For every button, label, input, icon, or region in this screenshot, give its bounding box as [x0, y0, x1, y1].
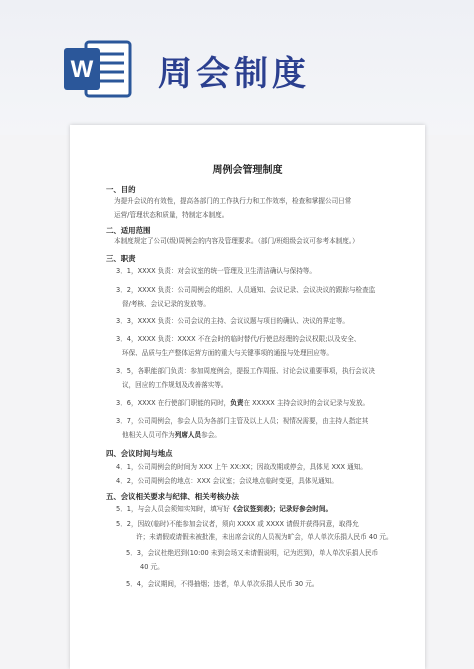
- list-item: 督/考核、会议记录的发放等。: [122, 300, 210, 308]
- list-item: 3．7，公司周例会，参会人员为各部门主管及以上人员；视情况需要，由主持人指定其: [116, 417, 369, 425]
- list-item: 环保、品质与生产整体运营方面的重大与关键事项的通报与处理回应等。: [122, 349, 333, 357]
- list-item: 3．1，XXXX 负责：对会议室的统一管理及卫生清洁确认与保持等。: [116, 267, 316, 275]
- word-logo-letter: W: [70, 56, 94, 83]
- list-item: 4．1，公司周例会的时间为 XXX 上午 XX:XX；因故改期或停会，具体见 XXX 通知。: [116, 463, 367, 471]
- paragraph-line: 运营/管理状态和质量，特制定本制度。: [114, 211, 229, 219]
- section-heading-rules: 五、会议相关要求与纪律、相关考核办法: [106, 492, 240, 501]
- header-banner: [0, 0, 474, 135]
- banner-title: 周会制度: [158, 54, 310, 94]
- list-item: 许；未请假或请假未被批准，未出席会议的人员视为旷会，单人单次乐捐人民币 40 元。: [136, 533, 393, 541]
- list-item: 他相关人员可作为列席人员参会。: [122, 431, 221, 439]
- section-heading-scope: 二、适用范围: [106, 226, 151, 235]
- list-item: 4．2，公司周例会的地点：XXX 会议室；会议地点临时变更，具体见通知。: [116, 477, 338, 485]
- list-item: 5．4，会议期间，不得抽烟；违者，单人单次乐捐人民币 30 元。: [126, 580, 319, 588]
- list-item: 3．5，各职能部门负责：参加周度例会，提报工作周报、讨论会议重要事项，执行会议决: [116, 367, 375, 375]
- list-item: 3．2，XXXX 负责：公司周例会的组织、人员通知、会议记录、会议决议的跟踪与检查监: [116, 286, 376, 294]
- document-title: 周例会管理制度: [212, 165, 283, 176]
- list-item: 3．3，XXXX 负责：公司会议的主持、会议议题与项目的确认、决议的界定等。: [116, 317, 349, 325]
- section-heading-duties: 三、职责: [106, 254, 136, 263]
- list-item: 议，回应的工作规划及改善落实等。: [122, 381, 228, 389]
- list-item: 40 元。: [140, 563, 164, 571]
- list-item: 3．6，XXXX 在行使部门职能的同时，负责在 XXXXX 主持会议时的会议记录与发放。: [116, 399, 370, 407]
- paragraph-line: 本制度规定了公司(级)周例会的内容及管理要求。（部门/班组级会议可参考本制度。）: [114, 237, 359, 245]
- list-item: 3．4，XXXX 负责：XXXX 不在会时的临时替代/行使总经理的会议权限;以及安全、: [116, 335, 361, 343]
- word-document-icon: [62, 38, 132, 100]
- list-item: 5．2，因故(临时)不能参加会议者，须向 XXXX 或 XXXX 请假并获得同意，取得允: [116, 520, 359, 528]
- section-heading-purpose: 一、目的: [106, 185, 136, 194]
- section-heading-time-place: 四、会议时间与地点: [106, 449, 173, 458]
- list-item: 5．1，与会人员会须知实知时，填写好《会议签到表》；记录好参会时间。: [116, 505, 333, 513]
- list-item: 5．3，会议杜绝迟到(10:00 未到会场又未请假说明，记为迟到)，单人单次乐捐人民币: [126, 549, 379, 557]
- document-page: [70, 125, 425, 669]
- paragraph-line: 为提升会议的有效性，提高各部门的工作执行力和工作效率，检查和掌握公司日常: [114, 197, 352, 205]
